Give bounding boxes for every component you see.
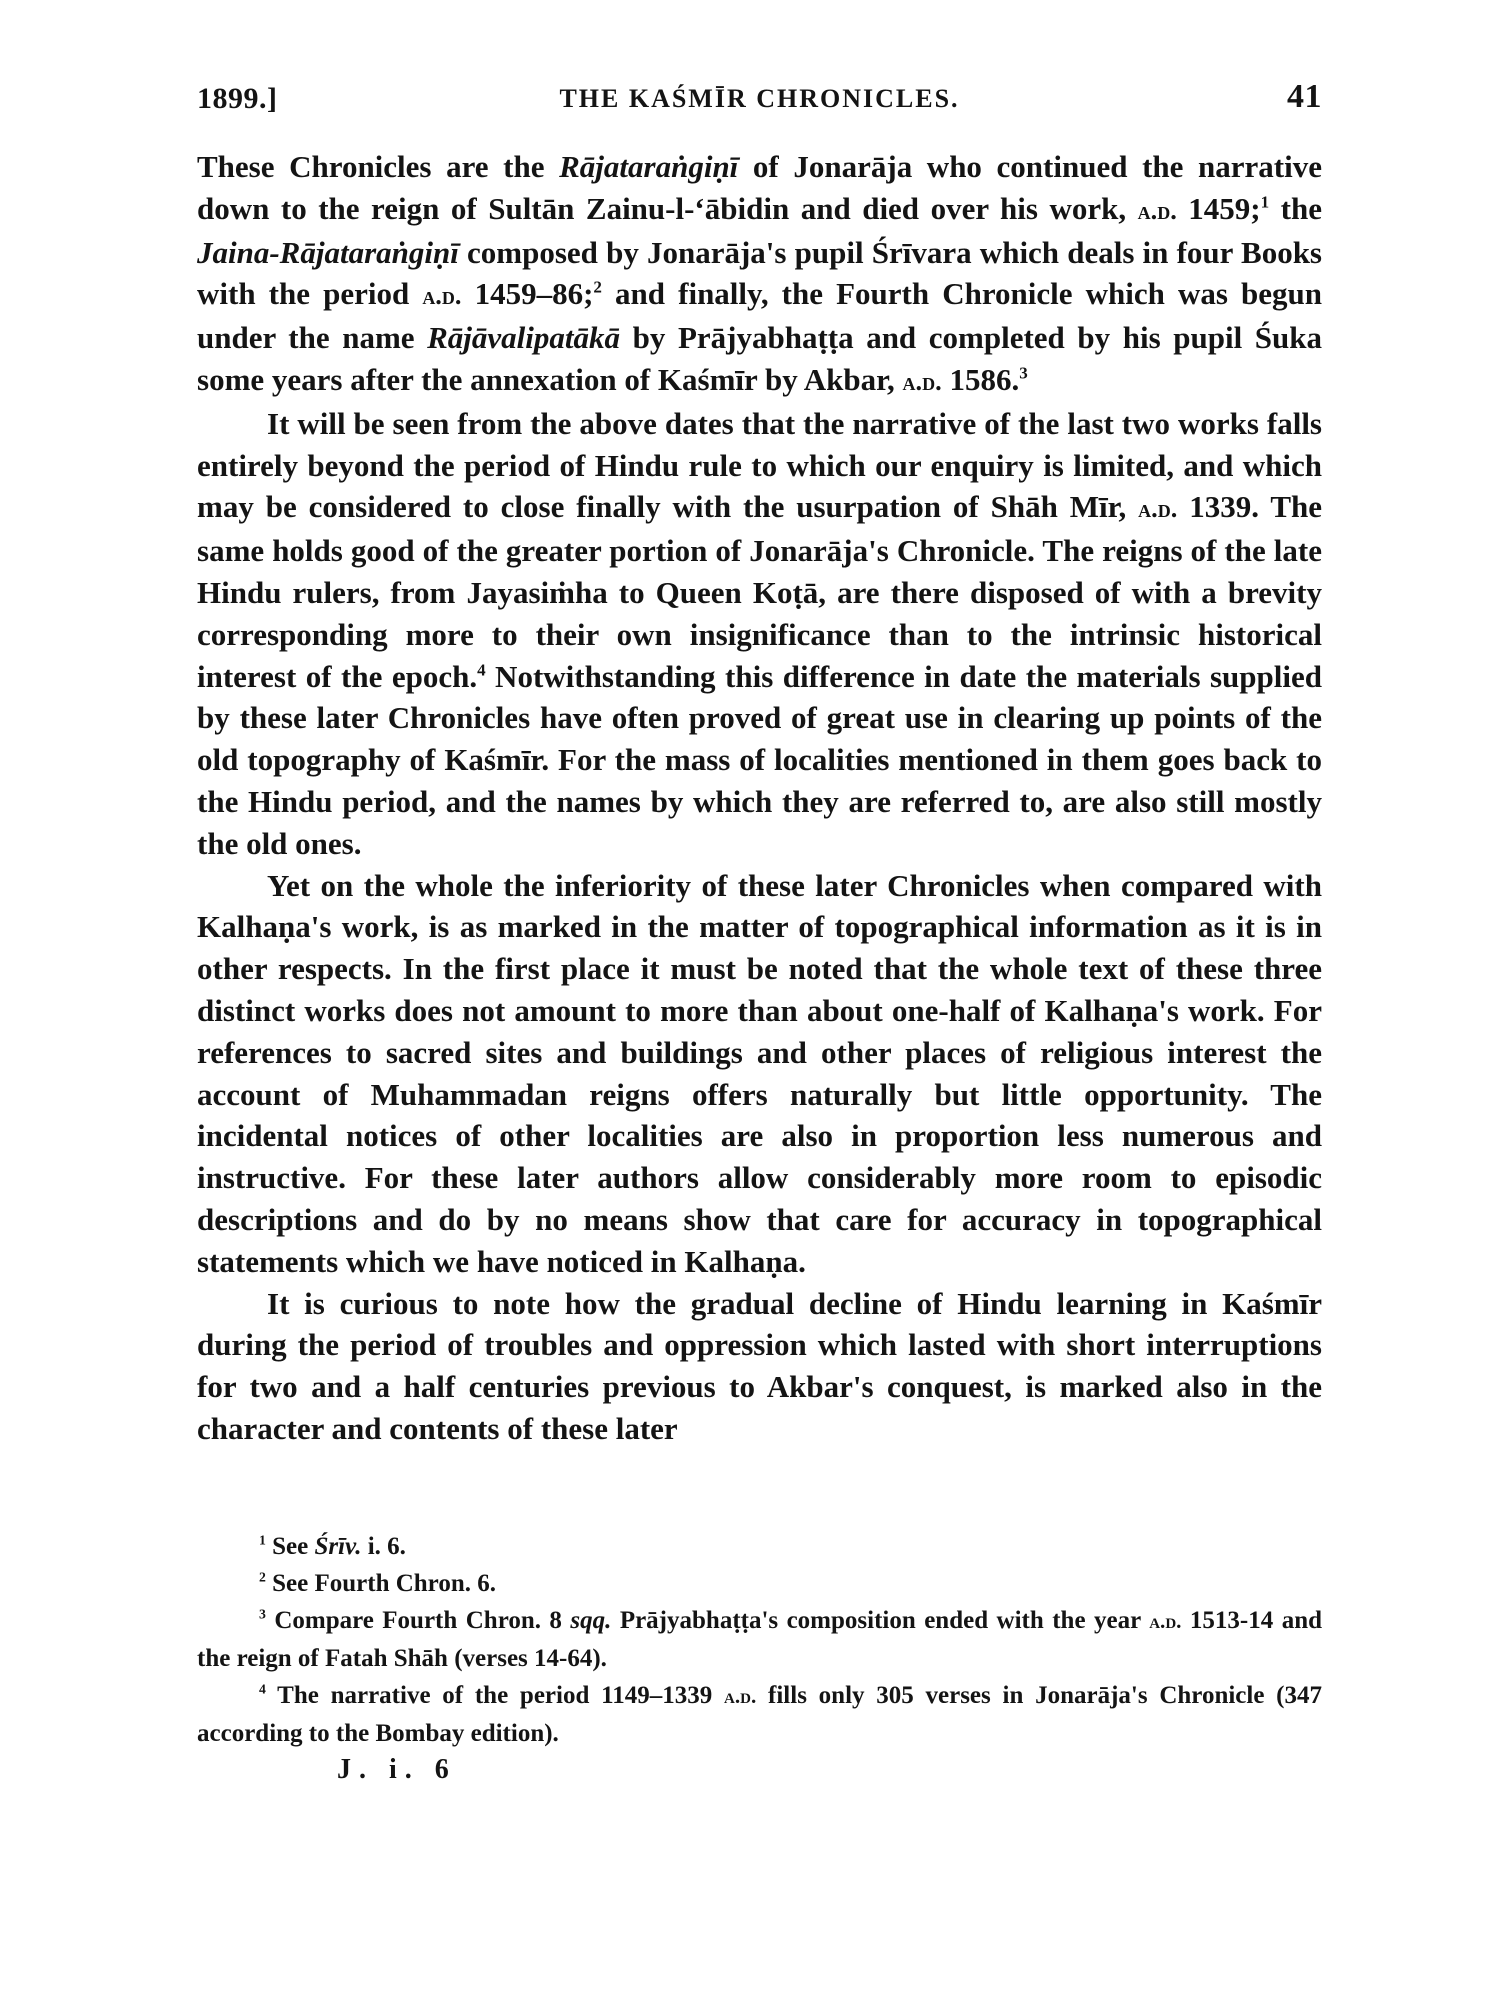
footnote [197,1602,1322,1677]
text-run: It will be seen from the above dates that the narrative of the last two works falls entirely beyond the period of Hindu rule to which our enquiry is limited, and which may be considered to close finally with the usurpation of Shāh Mīr, [197,405,1322,525]
text-run: 1339. The same holds good of the greater portion of Jonarāja's Chronicle. The reigns of the late Hindu rulers, from Jayasiṁha to Queen Koṭā, are there disposed of with a brevity corresponding more to their own insignificance than to the intrinsic historical interest of the epoch. [197,489,1323,694]
text-run: a.d. [1138,494,1178,524]
footnote [197,1565,1322,1602]
running-header [197,78,1322,128]
text-run: composed by Jonarāja's pupil Śrīvara which deals in four Books with the period [197,234,1322,312]
text-run: Prājyabhaṭṭa's composition ended with the year [611,1606,1150,1634]
text-run: and finally, the Fourth Chronicle which was begun under the name [197,276,1323,356]
header-year: 1899.] [197,82,278,115]
text-run: It is curious to note how the gradual decline of Hindu learning in Kaśmīr during the period of troubles and oppression which lasted with short interruptions for two and a half centuries previous to Akbar's conquest, is marked also in the character and contents of these later [197,1285,1322,1446]
text-run: i. 6. [361,1532,406,1560]
text-run: 1459; [1176,190,1261,226]
text-run: the [1269,190,1322,226]
text-run: sqq. [570,1606,612,1634]
text-run: Yet on the whole the inferiority of these later Chronicles when compared with Kalhaṇa's work, is as marked in the matter of topographical information as it is in other respects. In the first place it must be noted that the whole text of these three distinct works does not amount to more than about one-half of Kalhaṇa's work. For references to sacred sites and buildings and other places of religious interest the account of Muhammadan reigns offers naturally but little opportunity. The incidental notices of other localities are also in proportion less numerous and instructive. For these later authors allow considerably more room to episodic descriptions and do by no means show that care for accuracy in topographical statements which we have noticed in Kalhaṇa. [197,867,1322,1279]
footnote-ref: 4 [477,660,486,680]
text-run: See Fourth Chron. 6. [265,1569,496,1597]
text-run: a.d. [902,366,942,396]
text-run: Notwithstanding this difference in date the materials supplied by these later Chronicles have often proved of great use in clearing up points of the old topography of Kaśmīr. For the mass of localities mentioned in them goes back to the Hindu period, and the names by which they are referred to, are also still mostly the old ones. [197,658,1322,861]
paragraph [197,1283,1322,1450]
text-run: 1459–86; [461,276,594,312]
text-run: a.d. [1137,195,1177,225]
text-run: a.d. [422,281,462,311]
text-run: fills only 305 verses in Jonarāja's Chronicle (347 according to the Bombay edition). [197,1681,1322,1747]
footnote-ref: 4 [259,1681,266,1697]
text-run: a.d. [724,1683,757,1708]
page-number: 41 [1287,78,1322,115]
footnote-ref: 1 [1260,192,1270,212]
text-run: 1513-14 and the reign of Fatah Shāh (verses 14-64). [197,1606,1323,1672]
text-run: Jaina-Rājataraṅgiṇī [197,234,459,270]
book-page [197,78,1322,1786]
footnote-ref: 2 [259,1569,266,1585]
text-run: These Chronicles are the [197,149,560,184]
paragraph [197,403,1322,865]
text-run: 1586. [941,361,1020,397]
footnotes [197,1528,1322,1752]
footnote-ref: 3 [1019,363,1028,383]
footnote [197,1677,1322,1752]
text-run: Compare Fourth Chron. 8 [265,1606,571,1634]
text-run: Śrīv. [314,1532,362,1560]
text-run: The narrative of the period 1149–1339 [265,1681,724,1709]
text-run: of Jonarāja who continued the narrative down to the reign of Sultān Zainu-l-‘ābidin and died over his work, [197,149,1322,226]
footnote-ref: 2 [593,278,602,298]
text-run: See [265,1532,315,1560]
signature-mark: J. i. 6 [337,1753,457,1785]
main-text [197,146,1322,1450]
footnote-ref: 1 [259,1532,266,1548]
text-run: Rājāvalipatākā [427,320,621,356]
paragraph [197,865,1322,1283]
text-run: a.d. [1149,1608,1182,1633]
footnote-ref: 3 [259,1606,266,1622]
footnote [197,1528,1322,1565]
text-run: by Prājyabhaṭṭa and completed by his pupil Śuka some years after the annexation of Kaśmīr by Akbar, [197,320,1323,397]
paragraph [197,146,1322,403]
text-run: Rājataraṅgiṇī [559,149,739,184]
header-title: THE KAŚMĪR CHRONICLES. [559,84,960,113]
